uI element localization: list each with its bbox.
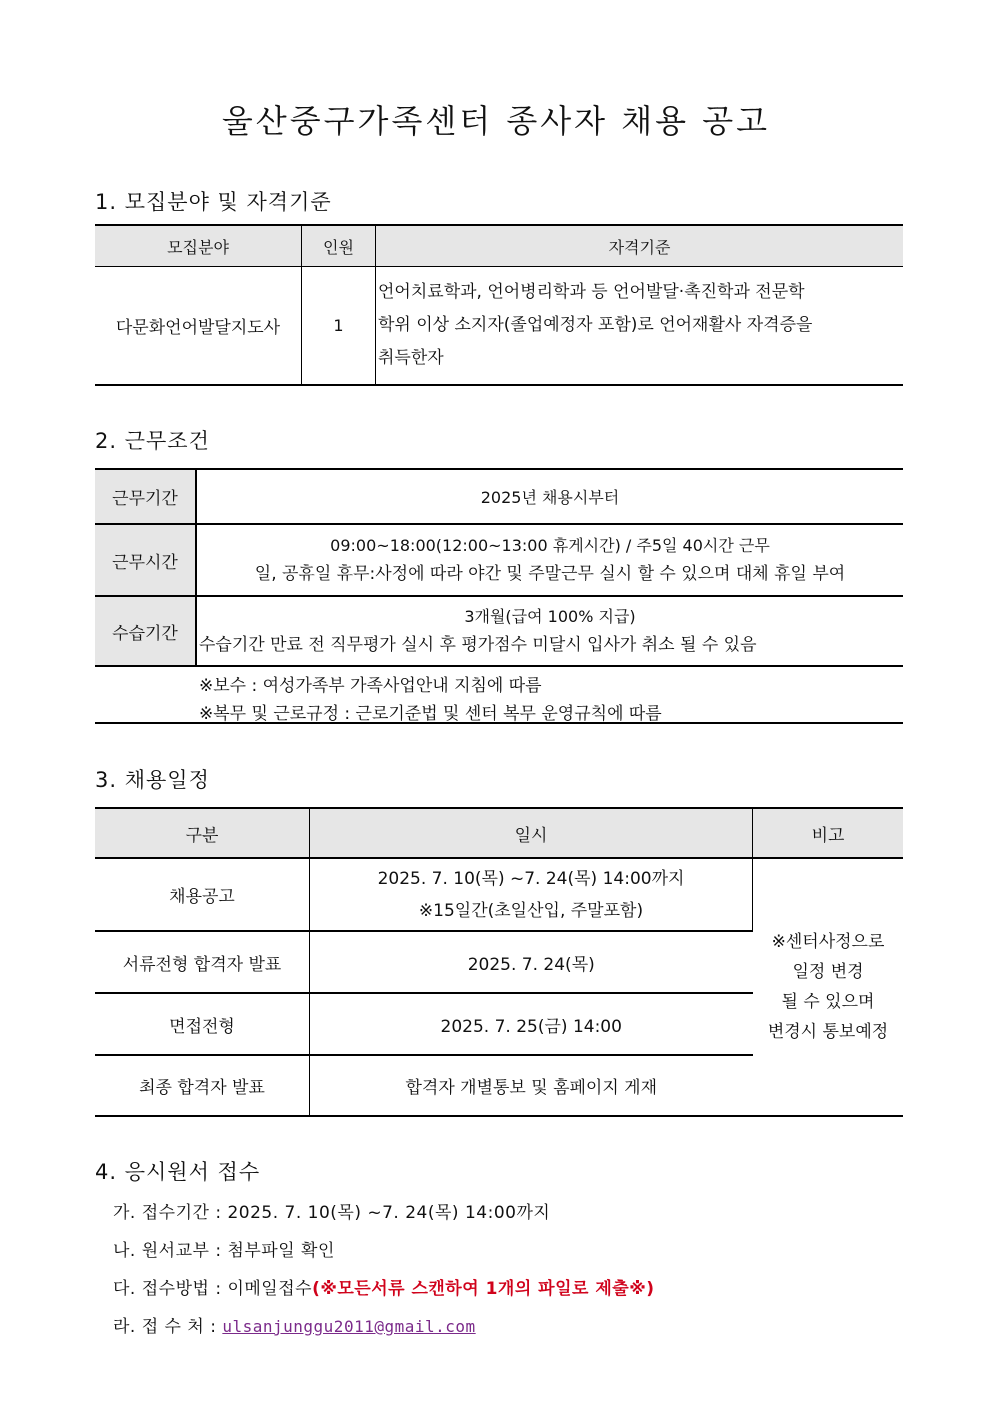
note-pay: ※보수 : 여성가족부 가족사업안내 지침에 따름 [199,676,542,696]
application-method [113,1274,655,1299]
header-date: 일시 [310,808,753,858]
schedule-date: 2025. 7. 24(목) [310,931,753,993]
header-stage: 구분 [95,808,310,858]
condition-line: 3개월(급여 100% 지급) [464,607,636,626]
qualification-line: 학위 이상 소지자(졸업예정자 포함)로 언어재활사 자격증을 [378,315,813,335]
date-line: 2025. 7. 10(목) ~7. 24(목) 14:00까지 [377,868,685,889]
schedule-stage: 최종 합격자 발표 [95,1055,310,1116]
page-title: 울산중구가족센터 종사자 채용 공고 [221,102,771,140]
schedule-table [95,807,903,1117]
condition-value [196,524,903,596]
recruit-count: 1 [302,267,376,386]
section-heading-conditions: 2. 근무조건 [95,429,210,453]
application-documents: 나. 원서교부 : 첨부파일 확인 [113,1241,335,1261]
recruit-field: 다문화언어발달지도사 [95,267,302,386]
header-count: 인원 [302,225,376,267]
condition-value [196,596,903,666]
condition-label: 근무시간 [95,524,196,596]
method-emphasis: (※모든서류 스캔하여 1개의 파일로 제출※) [312,1279,655,1299]
schedule-date: 2025. 7. 25(금) 14:00 [310,993,753,1055]
table-header-row [95,225,903,267]
section-heading-application: 4. 응시원서 접수 [95,1160,261,1184]
table-header-row [95,808,903,858]
schedule-stage: 서류전형 합격자 발표 [95,931,310,993]
schedule-date: 합격자 개별통보 및 홈페이지 게재 [405,1078,658,1098]
header-qualification: 자격기준 [376,225,904,267]
application-recipient [113,1312,476,1337]
schedule-stage: 채용공고 [95,858,310,931]
header-remark: 비고 [753,808,904,858]
header-field: 모집분야 [95,225,302,267]
condition-label: 근무기간 [95,469,196,524]
table-row [95,524,903,596]
recipient-label: 라. 접 수 처 : [113,1317,223,1337]
condition-line: 09:00~18:00(12:00~13:00 휴게시간) / 주5일 40시간 근무 [330,536,770,555]
condition-line: 수습기간 만료 전 직무평가 실시 후 평가점수 미달시 입사가 취소 될 수 있음 [199,635,757,655]
remark-line: 변경시 통보예정 [767,1022,889,1042]
remark-line: ※센터사정으로 [771,932,885,952]
recruitment-table [95,224,903,386]
condition-line: 2025년 채용시부터 [480,488,620,507]
condition-value [196,469,903,524]
table-row [95,267,903,386]
note-rules: ※복무 및 근로규정 : 근로기준법 및 센터 복무 운영규칙에 따름 [199,704,662,724]
condition-label: 수습기간 [95,596,196,666]
qualification-line: 언어치료학과, 언어병리학과 등 언어발달·촉진학과 전문학 [378,282,805,302]
method-text: 다. 접수방법 : 이메일접수 [113,1279,313,1299]
section-heading-recruitment: 1. 모집분야 및 자격기준 [95,190,332,214]
remark-line: 일정 변경 [792,962,864,982]
remark-line: 될 수 있으며 [781,992,875,1012]
table-row [95,469,903,524]
table-row [95,596,903,666]
recruit-qualification [376,267,904,386]
date-line: ※15일간(초일산입, 주말포함) [418,900,644,921]
schedule-date [310,858,753,931]
email-link[interactable]: ulsanjunggu2011@gmail.com [222,1317,476,1336]
condition-line: 일, 공휴일 휴무:사정에 따라 야간 및 주말근무 실시 할 수 있으며 대체 휴일 부여 [254,564,846,584]
schedule-remark [753,858,904,1116]
application-period: 가. 접수기간 : 2025. 7. 10(목) ~7. 24(목) 14:00까지 [113,1203,551,1223]
qualification-line: 취득한자 [378,348,444,368]
schedule-stage: 면접전형 [95,993,310,1055]
section-heading-schedule: 3. 채용일정 [95,768,210,792]
table-row [95,858,903,931]
conditions-notes [95,668,903,724]
conditions-table [95,468,903,667]
